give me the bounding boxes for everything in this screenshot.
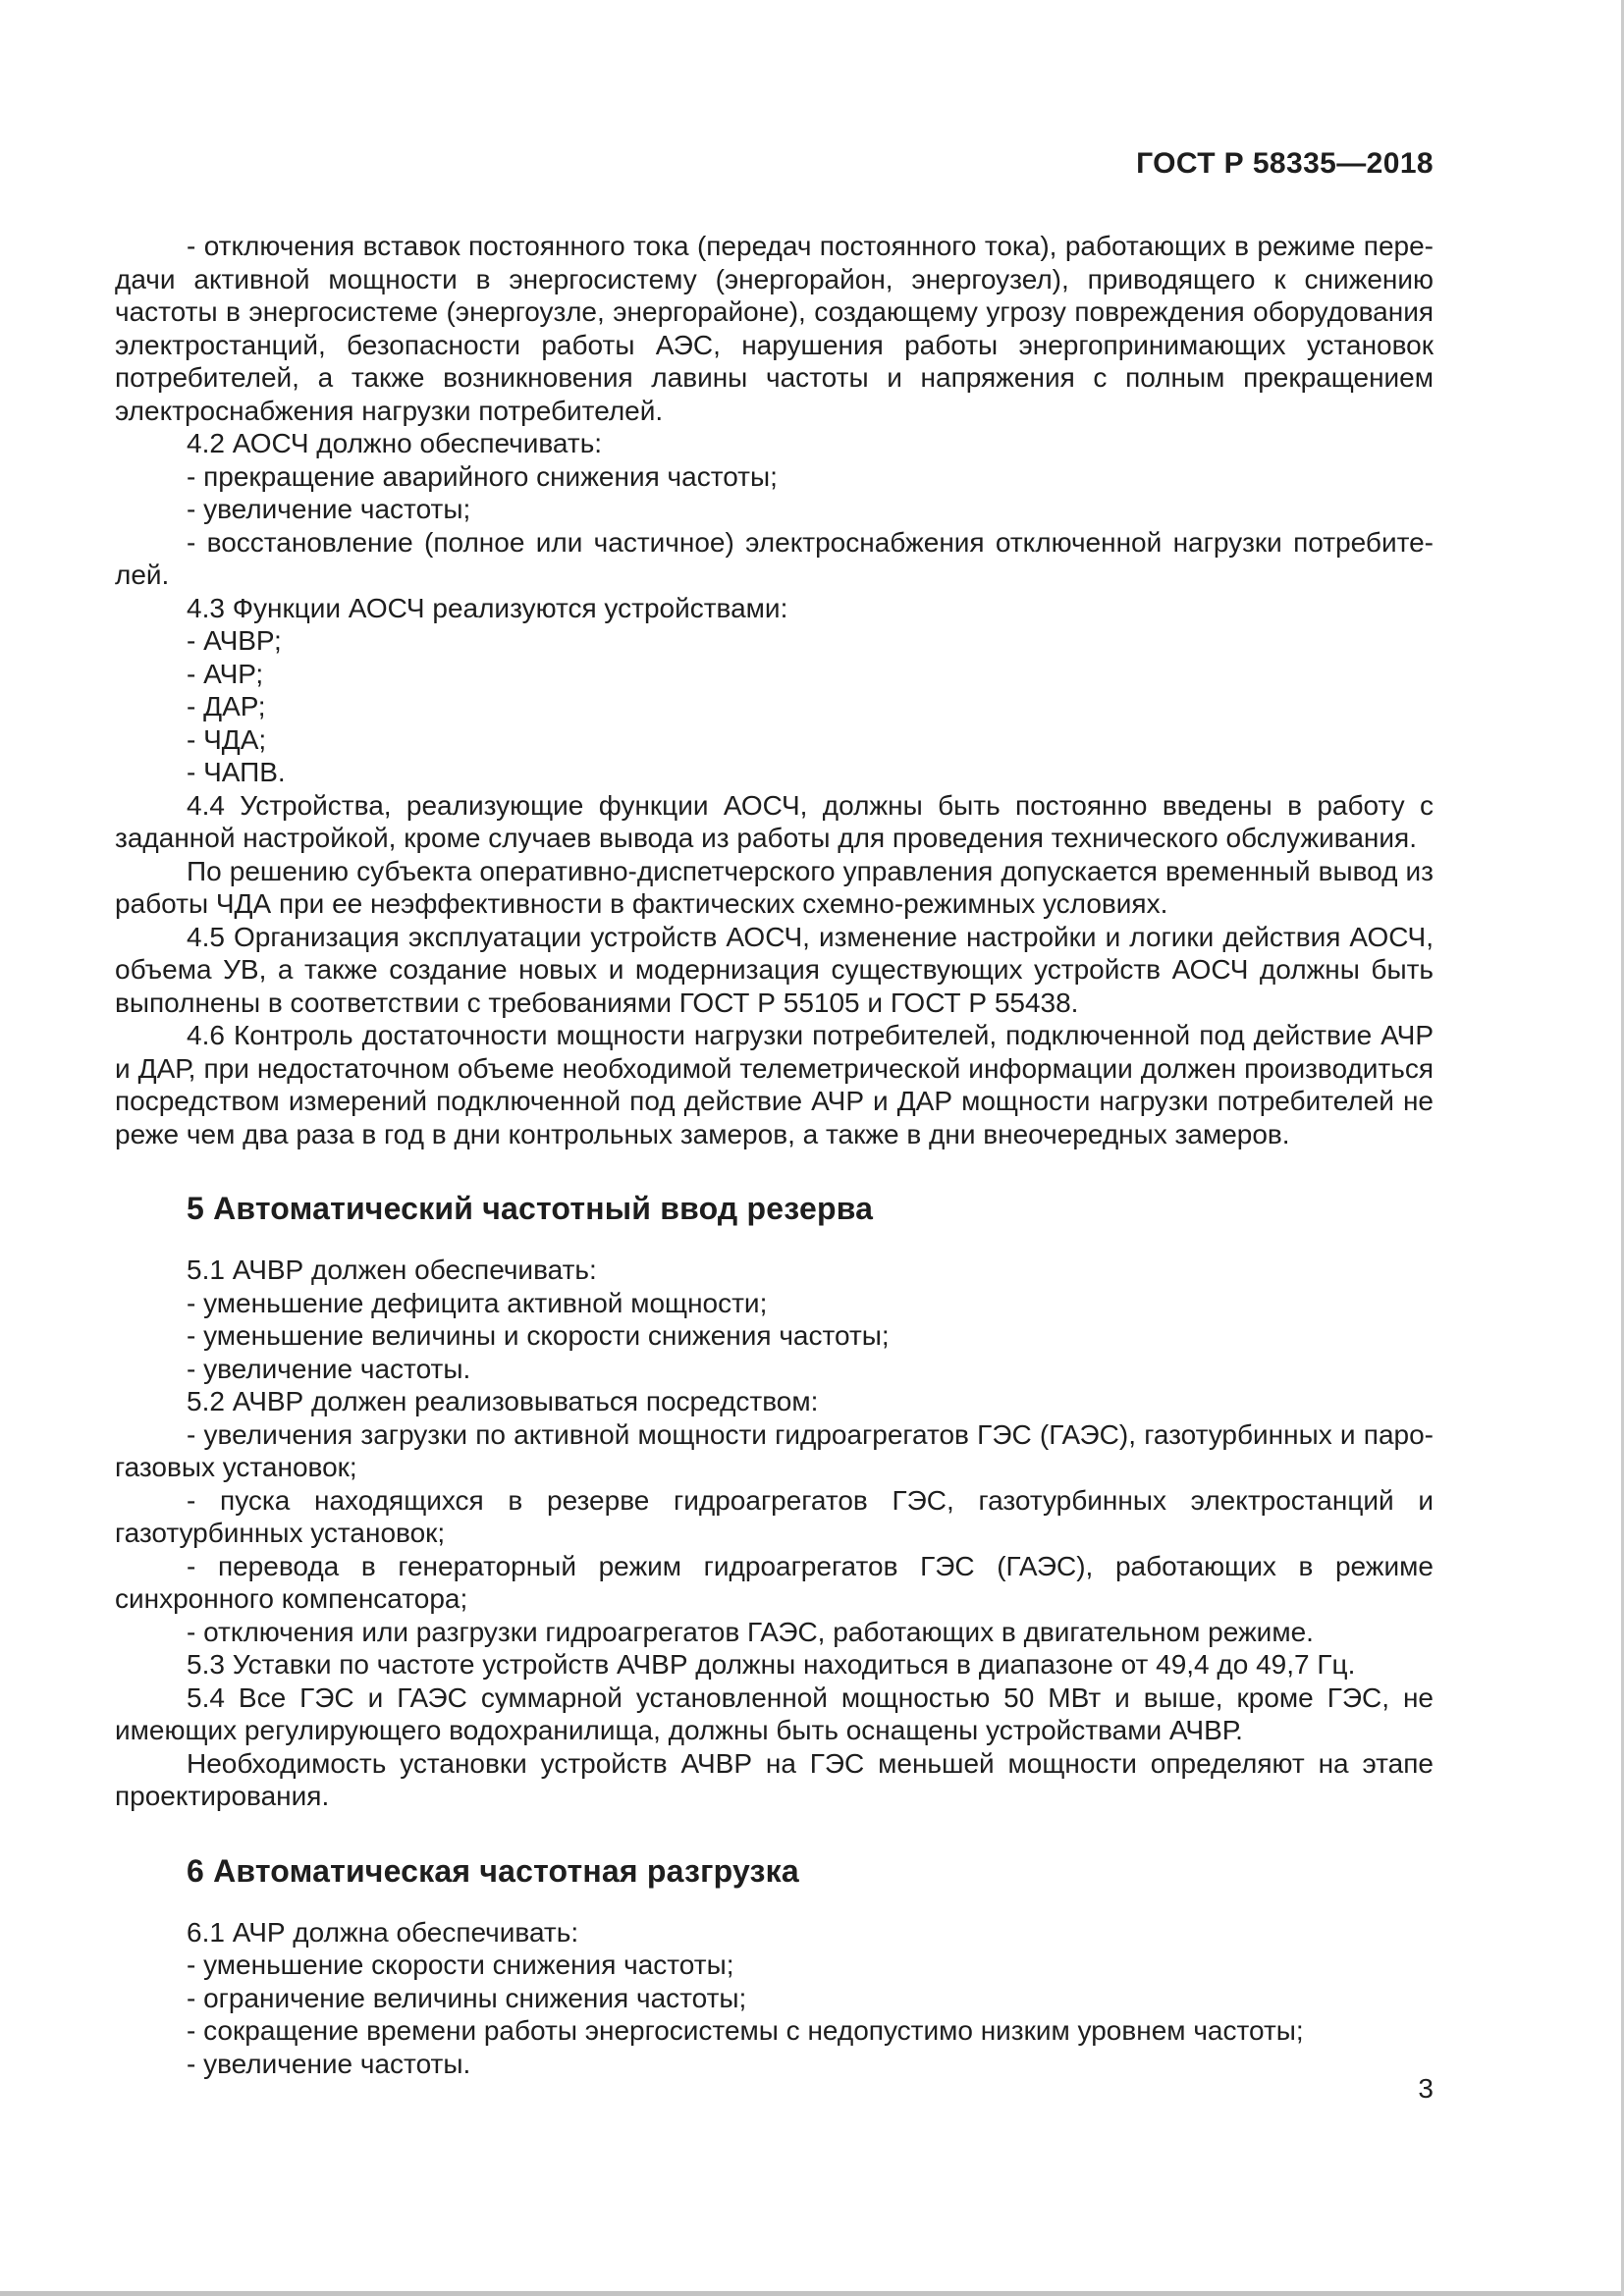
list-item: - ограничение величины снижения частоты; bbox=[187, 1982, 747, 2013]
clause-4-4: 4.4 Устройства, реализующие функции АОСЧ, должны быть постоянно введены в работу с заданной настройкой, кроме случаев вывода из работы для проведения технического обслуживания. bbox=[115, 789, 1434, 853]
list-item: - пуска находящихся в резерве гидроагрегатов ГЭС, газотурбинных электростанций и газотурбинных установок; bbox=[115, 1484, 1434, 1548]
list-item: - ЧАПВ. bbox=[187, 757, 286, 787]
clause-4-5: 4.5 Организация эксплуатации устройств АОСЧ, изменение настройки и логики действия АОСЧ, объема УВ, а также создание новых и модернизация существующих устройств АОСЧ должны быть выполнены в соответствии с требованиями ГОСТ Р 55105 и ГОСТ Р 55438. bbox=[115, 921, 1434, 1018]
list-item: - уменьшение дефицита активной мощности; bbox=[187, 1287, 768, 1318]
list-item: - увеличение частоты; bbox=[187, 494, 471, 524]
list-item: - сокращение времени работы энергосистемы с недопустимо низким уровнем частоты; bbox=[187, 2015, 1304, 2046]
list-item: - перевода в генераторный режим гидроагрегатов ГЭС (ГАЭС), работающих в режиме синхронного компенсатора; bbox=[115, 1550, 1434, 1614]
page-header bbox=[115, 147, 1434, 181]
section-4-continuation bbox=[115, 230, 1434, 1150]
clause-5-2: 5.2 АЧВР должен реализовываться посредством: bbox=[187, 1386, 819, 1416]
clause-4-3: 4.3 Функции АОСЧ реализуются устройствами: bbox=[187, 592, 788, 623]
paragraph: По решению субъекта оперативно-диспетчерского управления допускается временный вывод из работы ЧДА при ее неэффективности в фактических схемно-режимных условиях. bbox=[115, 855, 1434, 919]
list-item: - восстановление (полное или частичное) электроснабжения отключенной нагрузки потребителей. bbox=[115, 526, 1434, 590]
section-heading-5: 5 Автоматический частотный ввод резерва bbox=[187, 1191, 874, 1226]
page-number: 3 bbox=[1418, 2073, 1434, 2104]
list-item: - отключения или разгрузки гидроагрегатов ГАЭС, работающих в двигательном режиме. bbox=[187, 1616, 1314, 1647]
paragraph: Необходимость установки устройств АЧВР на ГЭС меньшей мощности определяют на этапе проектирования. bbox=[115, 1747, 1434, 1811]
clause-5-1: 5.1 АЧВР должен обеспечивать: bbox=[187, 1255, 597, 1285]
clause-4-6: 4.6 Контроль достаточности мощности нагрузки потребителей, подключенной под действие АЧР и ДАР, при недостаточном объеме необходимой телеметрической информации должен производиться посредством измерений подключенной под действие АЧР и ДАР мощности нагрузки потребителей не реже чем два раза в год в дни контрольных замеров, а также в дни внеочередных замеров. bbox=[115, 1020, 1434, 1149]
list-item: - уменьшение скорости снижения частоты; bbox=[187, 1949, 734, 1980]
section-5 bbox=[115, 1190, 1434, 1813]
list-item: - увеличение частоты. bbox=[187, 1353, 471, 1384]
clause-4-2: 4.2 АОСЧ должно обеспечивать: bbox=[187, 428, 603, 458]
list-item: - АЧВР; bbox=[187, 625, 282, 656]
clause-6-1: 6.1 АЧР должна обеспечивать: bbox=[187, 1916, 579, 1948]
list-item: - уменьшение величины и скорости снижения частоты; bbox=[187, 1320, 890, 1351]
section-6 bbox=[115, 1852, 1434, 2081]
clause-5-4: 5.4 Все ГЭС и ГАЭС суммарной установленной мощностью 50 МВт и выше, кроме ГЭС, не имеющих регулирующего водохранилища, должны быть оснащены устройствами АЧВР. bbox=[115, 1682, 1434, 1745]
list-item: - прекращение аварийного снижения частоты; bbox=[187, 460, 778, 492]
document-body bbox=[115, 230, 1434, 2080]
list-item: - отключения вставок постоянного тока (передач постоянного тока), работающих в режиме передачи активной мощности в энергосистему (энергорайон, энергоузел), приводящего к снижению частоты в энергосистеме (энергоузле, энергорайоне), создающему угрозу повреждения оборудования электростанций, безопасности работы АЭС, нарушения работы энергопринимающих установок потребителей, а также возникновения лавины частоты и напряжения с полным прекращением электроснабжения нагрузки потребителей. bbox=[115, 231, 1434, 426]
list-item: - увеличение частоты. bbox=[187, 2048, 471, 2079]
list-item: - АЧР; bbox=[187, 658, 264, 689]
list-item: - ЧДА; bbox=[187, 723, 267, 755]
clause-5-3: 5.3 Уставки по частоте устройств АЧВР должны находиться в диапазоне от 49,4 до 49,7 Гц. bbox=[187, 1649, 1356, 1680]
list-item: - увеличения загрузки по активной мощности гидроагрегатов ГЭС (ГАЭС), газотурбинных и парогазовых установок; bbox=[115, 1418, 1434, 1482]
list-item: - ДАР; bbox=[187, 691, 266, 721]
doc-number: ГОСТ Р 58335—2018 bbox=[1136, 147, 1434, 180]
section-heading-6: 6 Автоматическая частотная разгрузка bbox=[187, 1852, 799, 1889]
